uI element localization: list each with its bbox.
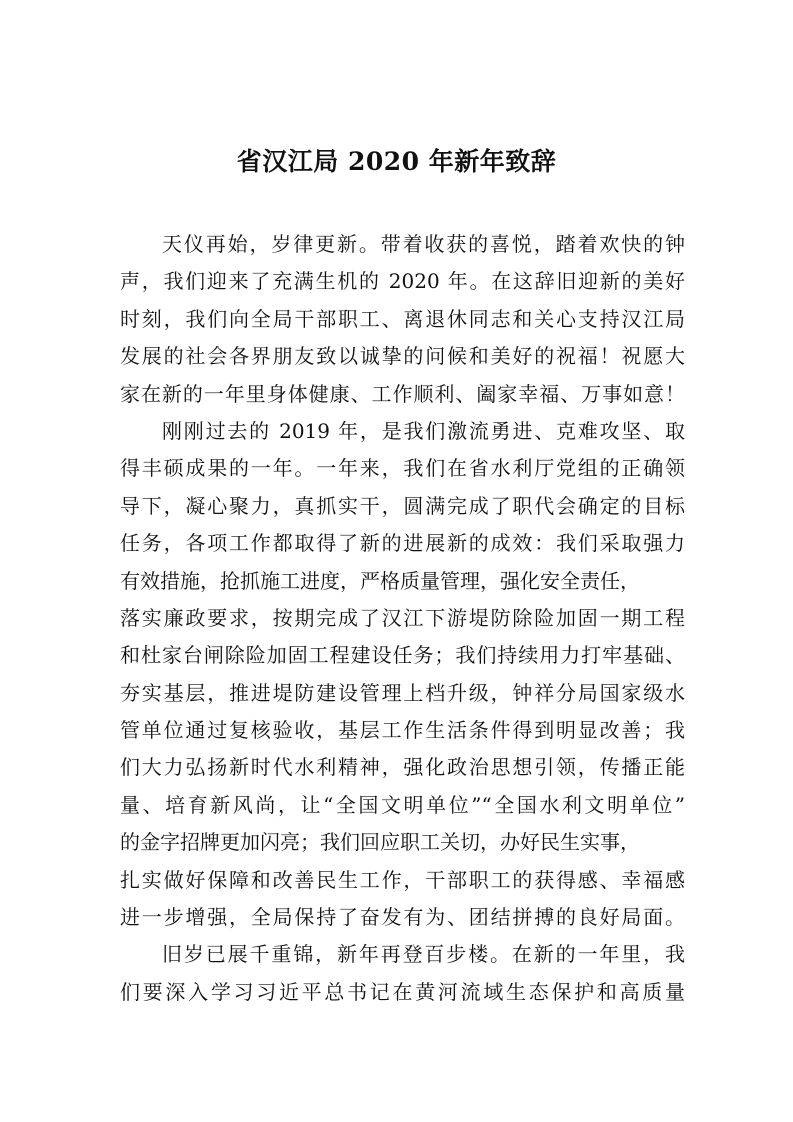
text-line: 进一步增强，全局保持了奋发有为、团结拼搏的良好局面。 — [120, 905, 685, 930]
text-line: 导下，凝心聚力，真抓实干，圆满完成了职代会确定的目标 — [120, 493, 685, 518]
text-line: 天仪再始，岁律更新。带着收获的喜悦，踏着欢快的钟 — [162, 232, 685, 256]
document-title: 省汉江局 2020 年新年致辞 — [236, 147, 557, 176]
text-line: 得丰硕成果的一年。一年来，我们在省水利厅党组的正确领 — [120, 456, 685, 481]
text-line: 声，我们迎来了充满生机的 2020 年。在这辞旧迎新的美好 — [120, 269, 685, 294]
text-line: 发展的社会各界朋友致以诚挚的问候和美好的祝福！祝愿大 — [120, 344, 685, 369]
text-line: 夯实基层，推进堤防建设管理上档升级，钟祥分局国家级水 — [120, 680, 685, 705]
text-line: 家在新的一年里身体健康、工作顺利、阖家幸福、万事如意！ — [120, 381, 685, 406]
text-line: 管单位通过复核验收，基层工作生活条件得到明显改善；我 — [120, 718, 685, 743]
text-line: 旧岁已展千重锦，新年再登百步楼。在新的一年里，我 — [162, 942, 685, 967]
text-line: 刚刚过去的 2019 年，是我们激流勇进、克难攻坚、取 — [162, 418, 685, 443]
text-line: 的金字招牌更加闪亮；我们回应职工关切，办好民生实事， — [120, 830, 640, 855]
text-line: 任务，各项工作都取得了新的进展新的成效：我们采取强力 — [120, 531, 685, 556]
text-line: 落实廉政要求，按期完成了汉江下游堤防除险加固一期工程 — [120, 605, 685, 630]
text-line: 量、培育新风尚，让“全国文明单位”“全国水利文明单位” — [120, 792, 685, 817]
document-body — [120, 226, 685, 1011]
text-line: 们大力弘扬新时代水利精神，强化政治思想引领，传播正能 — [120, 755, 685, 780]
text-line: 和杜家台闸除险加固工程建设任务；我们持续用力打牢基础、 — [120, 643, 685, 668]
text-line: 有效措施，抢抓施工进度，严格质量管理，强化安全责任， — [120, 568, 640, 593]
text-line: 时刻，我们向全局干部职工、离退休同志和关心支持汉江局 — [120, 306, 685, 331]
text-line: 扎实做好保障和改善民生工作，干部职工的获得感、幸福感 — [120, 867, 685, 892]
text-line: 们要深入学习习近平总书记在黄河流域生态保护和高质量 — [120, 979, 685, 1004]
